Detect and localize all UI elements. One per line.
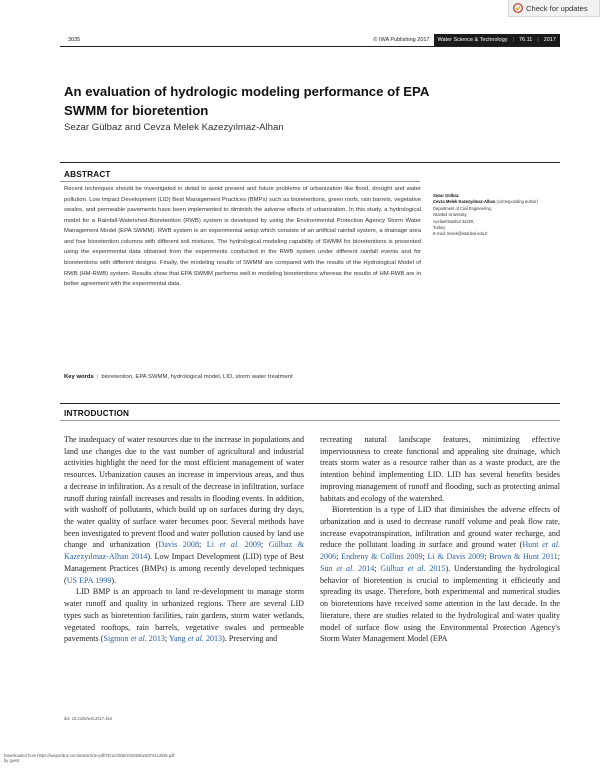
keywords: Key words | bioretention, EPA SWMM, hydrological model, LID, storm water treatment [64,374,293,380]
corresponding-note: (corresponding author) [495,199,538,205]
download-note [4,753,175,764]
affiliation-line: Turkey [433,225,446,231]
keywords-list: bioretention, EPA SWMM, hydrological model, LID, storm water treatment [101,374,293,380]
abstract-heading-rule [60,181,420,182]
journal-box: Water Science & Technology | 76.11 | 2017 [434,34,561,46]
doi[interactable]: doi: 10.2166/wst.2017.464 [64,716,113,721]
author-email[interactable]: E-mail: melek@istanbul.edu.tr [433,231,488,237]
body-column-left [64,434,304,645]
citation-link[interactable]: Gülbaz & Kazezyılmaz-Alhan 2014 [64,540,304,562]
body-paragraph: The inadequacy of water resources due to the increase in populations and land use changes due to the vast number of agricultural and industrial activities highlight the need for the most efficient management of water resources. Urbanization causes an increase in impervious areas, and thus a decrease in infiltration. As a result of the decrease in infiltration, surface runoff during rainfall increases and results in flooding events. In addition, with washoff of pollutants, which build up on surfaces during dry days, the water quality of surface water becomes poor. Several methods have been investigated to prevent flood and water pollution caused by land use change and urbanization (Davis 2008; Li et al. 2009; Gülbaz & Kazezyılmaz-Alhan 2014). Low Impact Development (LID) type of Best Management Practices (BMPs) is among recently developed techniques (US EPA 1999). [64,435,304,585]
citation-link[interactable]: Endreny & Collins 2009 [341,552,423,562]
running-header [373,34,560,46]
affiliation-author-1: Sezar Gülbaz [433,193,459,198]
affiliation-author-2: Cevza Melek Kazezyılmaz-Alhan [433,199,496,205]
abstract-heading: ABSTRACT [64,170,111,179]
citation-link[interactable]: Yang et al. 2013 [168,634,223,644]
body-paragraph: recreating natural landscape features, minimizing effective imperviousness to create functional and appealing site drainage, which treats storm water as a resource rather than as a waste product, are the intention behind implementing LID. LID has several benefits besides improving management of runoff and flooding, such as protecting animal habitats and ecology of the watershed. [320,435,560,503]
check-updates-icon [513,3,523,13]
intro-top-rule [60,403,560,404]
citation-link[interactable]: Sigmon et al. 2013 [103,634,165,644]
abstract-text: Recent techniques should be investigated in detail to avoid present and future problems of urbanization like flood, drought and water pollution. Low Impact Development (LID) Best Management Practices (BMPs) such as bioretentions, green roofs, rain barrels, vegetative swales, and permeable pavements have been implemented to diminish the adverse effects of urbanization. In this study, a hydrological model for a Rainfall-Watershed-Bioretention (RWB) system is developed by using the Environmental Protection Agency Storm Water Management Model (EPA SWMM). RWB system is an experimental setup which consists of an artificial rainfall system, a drainage area and four bioretention columns with different soil mixtures. The hydrological modeling capability of SWMM for bioretentions is presented using the experimental data obtained from the experiments conducted in the RWB system under different rainfall events and for bioretentions with different designs. Finally, the modeling results of SWMM are compared with the results of the Hydrological Model of RWB (HM-RWB) system. Results show that EPA SWMM performs well in modeling bioretentions whereas the results of HM-RWB are in better agreement with the experimental data. [64,186,421,288]
abstract-top-rule [60,162,560,163]
citation-link[interactable]: Li et al. 2009 [206,540,261,550]
introduction-heading: INTRODUCTION [64,409,130,418]
citation-link[interactable]: Davis 2008 [158,540,199,550]
citation-link[interactable]: Gülbaz et al. 2015 [380,563,446,573]
citation-link[interactable]: Brown & Hunt 2011 [489,552,558,562]
download-by: by guest [4,758,20,764]
journal-name: Water Science & Technology [437,37,508,43]
affiliation-block [433,193,563,238]
check-updates-label: Check for updates [526,3,588,13]
check-for-updates-button[interactable] [508,0,600,17]
citation-link[interactable]: Hunt et al. 2006 [320,540,560,562]
header-rule [60,46,560,47]
journal-year: 2017 [543,37,556,43]
citation-link[interactable]: Li & Davis 2009 [427,552,485,562]
keywords-label: Key words [64,374,94,380]
affiliation-line: Avcilar/Istanbul 34320, [433,218,475,224]
body-paragraph: Bioretention is a type of LID that diminishes the adverse effects of urbanization and is used to decrease runoff volume and peak flow rate, increase evapotranspiration, infiltration and ground water recharge, and reduce the pollutant loading in surface and ground water (Hunt et al. 2006; Endreny & Collins 2009; Li & Davis 2009; Brown & Hunt 2011; Sun et al. 2014; Gülbaz et al. 2015). Understanding the hydrological behavior of bioretention is crucial to implementing it efficiently and spreading its usage. Therefore, both experimental and numerical studies on bioretentions have received some attention in the last decade. In the literature, there are studies related to the hydrological and water quality model of surface flow using the Environmental Protection Agency's Storm Water Management Model (EPA [320,505,561,644]
citation-link[interactable]: Sun et al. 2014 [320,563,375,573]
citation-link[interactable]: US EPA 1999 [66,575,112,585]
intro-heading-rule [60,420,560,421]
publisher-note: © IWA Publishing 2017 [373,37,430,43]
body-column-right [320,434,560,645]
download-url[interactable]: Downloaded from https://iwaponline.com/wst/article-pdf/76/11/3035/210269/wst076113035.pdf [4,753,175,758]
journal-volume: 76.11 [518,37,533,43]
affiliation-line: Istanbul University, [433,212,468,218]
body-paragraph: LID BMP is an approach to land re-development to manage storm water runoff and quality in urbanized regions. There are several LID types such as bioretention facilities, rain gardens, storm water wetlands, vegetated rooftops, rain barrels, vegetative swales and permeable pavements (Sigmon et al. 2013; Yang et al. 2013). Preserving and [64,587,304,644]
article-title: An evaluation of hydrologic modeling performance of EPA SWMM for bioretention [64,84,429,118]
affiliation-line: Department of Civil Engineering, [433,205,492,211]
page-number: 3035 [68,37,81,43]
article-authors: Sezar Gülbaz and Cevza Melek Kazezyılmaz-Alhan [64,122,284,133]
